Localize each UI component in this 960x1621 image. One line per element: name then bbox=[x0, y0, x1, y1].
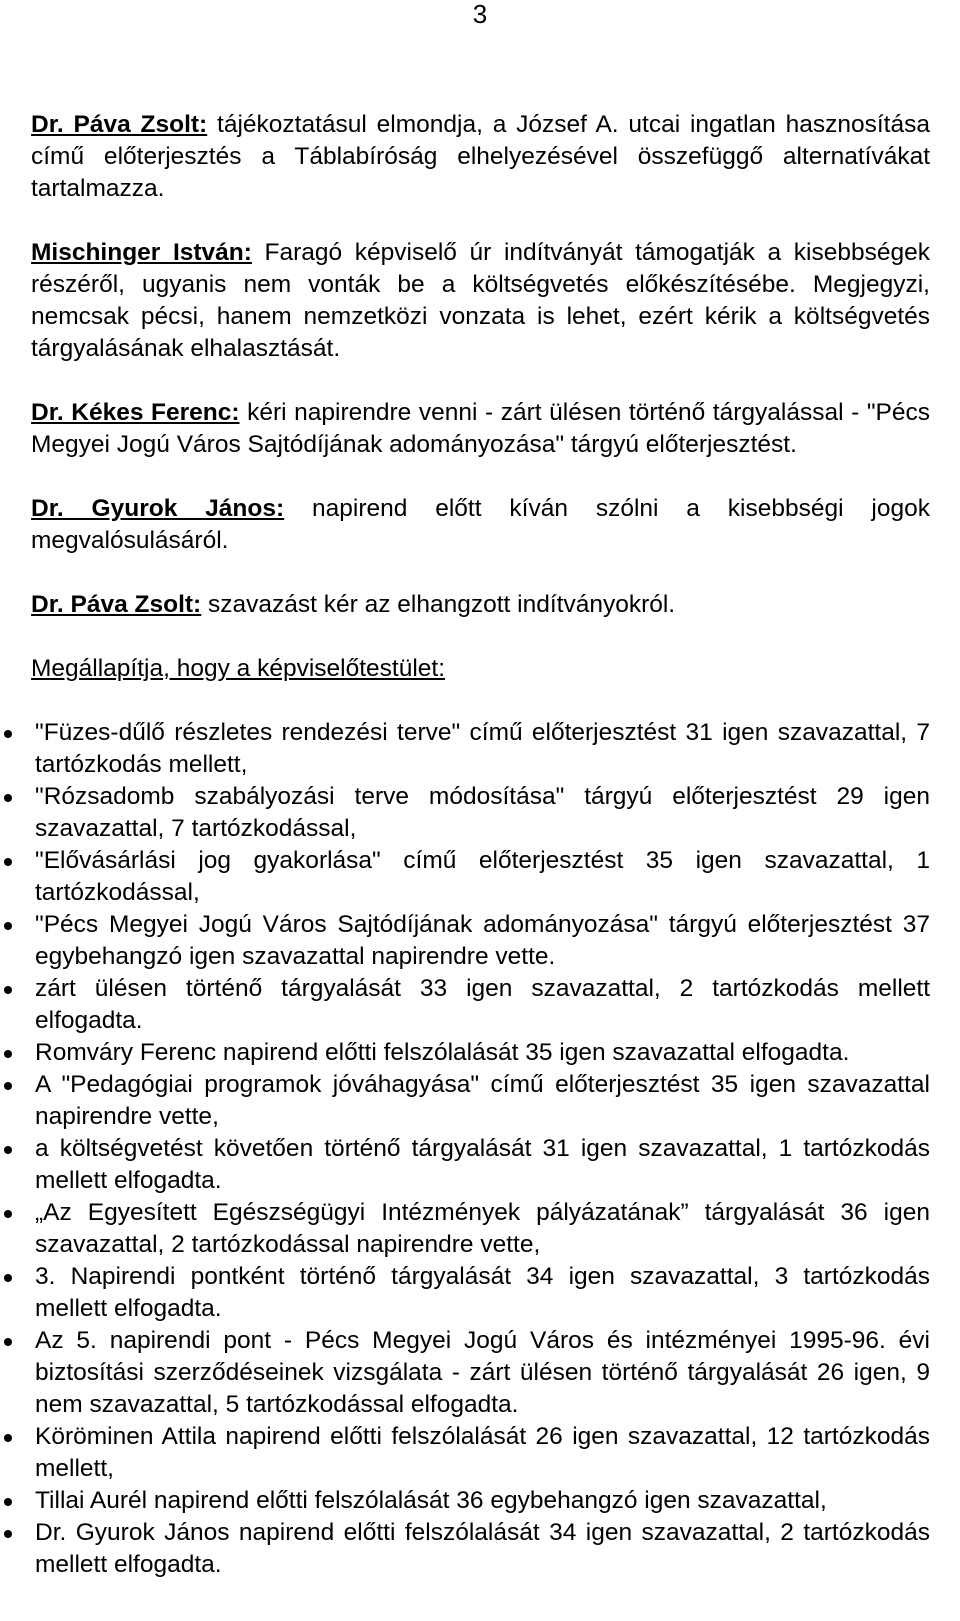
list-item bbox=[31, 1037, 930, 1069]
statement-text: kéri napirendre venni - zárt ülésen történő tárgyalással - "Pécs Megyei Jogú Város Sajtódíjának adományozása" tárgyú előterjesztést. bbox=[31, 399, 930, 458]
decision-text: 3. Napirendi pontként történő tárgyalását 34 igen szavazattal, 3 tartózkodás mellett elfogadta. bbox=[35, 1263, 930, 1322]
bullet-icon bbox=[4, 730, 12, 738]
decision-text: Dr. Gyurok János napirend előtti felszólalását 34 igen szavazattal, 2 tartózkodás mellett elfogadta. bbox=[35, 1519, 930, 1578]
bullet-icon bbox=[4, 1530, 12, 1538]
bullet-icon bbox=[4, 1274, 12, 1282]
bullet-icon bbox=[4, 858, 12, 866]
decision-text: "Rózsadomb szabályozási terve módosítása" tárgyú előterjesztést 29 igen szavazattal, 7 tartózkodással, bbox=[35, 783, 930, 842]
bullet-icon bbox=[4, 922, 12, 930]
finding-heading: Megállapítja, hogy a képviselőtestület: bbox=[31, 655, 446, 682]
speaker-name: Mischinger István: bbox=[31, 239, 252, 266]
list-item bbox=[31, 1517, 930, 1581]
paragraph-speaker-statement bbox=[31, 237, 930, 365]
list-item bbox=[31, 845, 930, 909]
paragraph-speaker-statement bbox=[31, 589, 930, 621]
paragraph-speaker-statement bbox=[31, 397, 930, 461]
bullet-icon bbox=[4, 1434, 12, 1442]
list-item bbox=[31, 781, 930, 845]
speaker-name: Dr. Kékes Ferenc: bbox=[31, 399, 240, 426]
bullet-icon bbox=[4, 1338, 12, 1346]
speaker-name: Dr. Gyurok János: bbox=[31, 495, 285, 522]
decision-text: A "Pedagógiai programok jóváhagyása" című előterjesztést 35 igen szavazattal napirendre vette, bbox=[35, 1071, 930, 1130]
list-item bbox=[31, 1261, 930, 1325]
decision-text: "Füzes-dűlő részletes rendezési terve" című előterjesztést 31 igen szavazattal, 7 tartózkodás mellett, bbox=[35, 719, 930, 778]
decision-list bbox=[31, 717, 930, 1581]
statement-text: Faragó képviselő úr indítványát támogatják a kisebbségek részéről, ugyanis nem vonták be a költségvetés előkészítésébe. Megjegyzi, nemcsak pécsi, hanem nemzetközi vonzata is lehet, ezért kérik a költségvetés tárgyalásának elhalasztását. bbox=[31, 239, 930, 362]
list-item bbox=[31, 717, 930, 781]
page-number: 3 bbox=[472, 0, 488, 29]
statement-text: tájékoztatásul elmondja, a József A. utcai ingatlan hasznosítása című előterjesztés a Táblabíróság elhelyezésével összefüggő alternatívákat tartalmazza. bbox=[31, 111, 930, 202]
bullet-icon bbox=[4, 1498, 12, 1506]
speaker-name: Dr. Páva Zsolt: bbox=[31, 591, 202, 618]
bullet-icon bbox=[4, 794, 12, 802]
statement-text: napirend előtt kíván szólni a kisebbségi jogok megvalósulásáról. bbox=[31, 495, 930, 554]
decision-text: Köröminen Attila napirend előtti felszólalását 26 igen szavazattal, 12 tartózkodás mellett, bbox=[35, 1423, 930, 1482]
bullet-icon bbox=[4, 1146, 12, 1154]
list-item bbox=[31, 1133, 930, 1197]
paragraph-speaker-statement bbox=[31, 493, 930, 557]
list-item bbox=[31, 973, 930, 1037]
decision-text: "Elővásárlási jog gyakorlása" című előterjesztést 35 igen szavazattal, 1 tartózkodással, bbox=[35, 847, 930, 906]
list-item bbox=[31, 1197, 930, 1261]
list-item bbox=[31, 909, 930, 973]
decision-text: Tillai Aurél napirend előtti felszólalását 36 egybehangzó igen szavazattal, bbox=[35, 1487, 827, 1514]
speaker-name: Dr. Páva Zsolt: bbox=[31, 111, 208, 138]
statement-text: szavazást kér az elhangzott indítványokról. bbox=[208, 591, 676, 618]
decision-text: „Az Egyesített Egészségügyi Intézmények pályázatának” tárgyalását 36 igen szavazattal, 2 tartózkodással napirendre vette, bbox=[35, 1199, 930, 1258]
decision-text: Romváry Ferenc napirend előtti felszólalását 35 igen szavazattal elfogadta. bbox=[35, 1039, 850, 1066]
bullet-icon bbox=[4, 986, 12, 994]
document-body bbox=[31, 109, 930, 1581]
decision-text: "Pécs Megyei Jogú Város Sajtódíjának adományozása" tárgyú előterjesztést 37 egybehangzó igen szavazattal napirendre vette. bbox=[35, 911, 930, 970]
decision-text: Az 5. napirendi pont - Pécs Megyei Jogú Város és intézményei 1995-96. évi biztosítási szerződéseinek vizsgálata - zárt ülésen történő tárgyalását 26 igen, 9 nem szavazattal, 5 tartózkodással elfogadta. bbox=[35, 1327, 930, 1418]
list-item bbox=[31, 1421, 930, 1485]
decision-text: a költségvetést követően történő tárgyalását 31 igen szavazattal, 1 tartózkodás mellett elfogadta. bbox=[35, 1135, 930, 1194]
list-item bbox=[31, 1069, 930, 1133]
bullet-icon bbox=[4, 1082, 12, 1090]
list-item bbox=[31, 1325, 930, 1421]
list-item bbox=[31, 1485, 930, 1517]
bullet-icon bbox=[4, 1210, 12, 1218]
decision-text: zárt ülésen történő tárgyalását 33 igen szavazattal, 2 tartózkodás mellett elfogadta. bbox=[35, 975, 930, 1034]
paragraph-speaker-statement bbox=[31, 109, 930, 205]
bullet-icon bbox=[4, 1050, 12, 1058]
